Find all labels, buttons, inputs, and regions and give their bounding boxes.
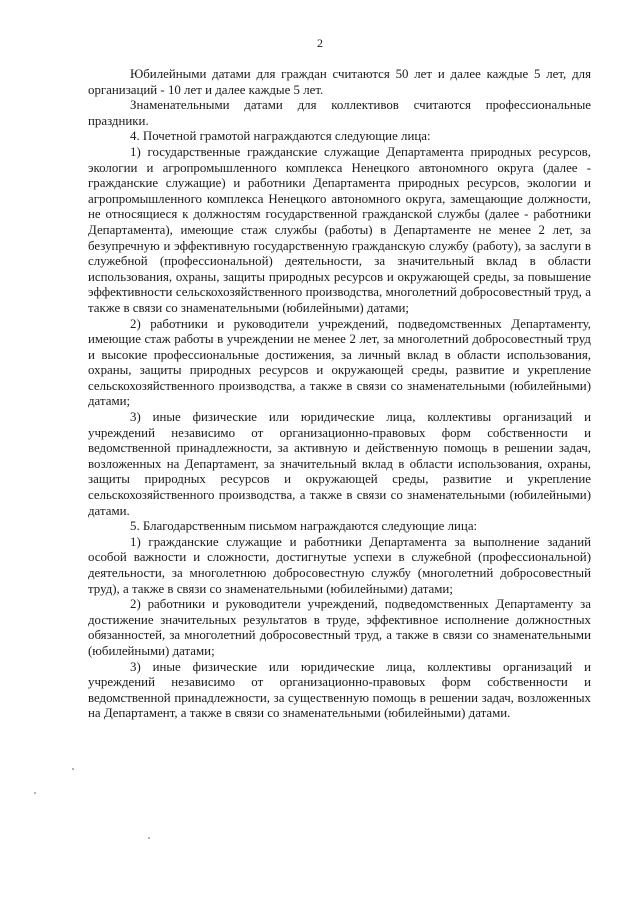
scan-speck [148, 837, 150, 839]
document-body [88, 67, 591, 722]
section-4-item-2: 2) работники и руководители учреждений, подведомственных Департаменту, имеющие стаж работы в учреждении не менее 2 лет, за многолетний добросовестный труд и высокие профессиональные достижения, за личный вклад в области использования, охраны, защиты природных ресурсов и окружающей среды, развитие и укрепление сельскохозяйственного производства, а также в связи со знаменательными (юбилейными) датами; [88, 316, 591, 409]
section-4-item-1: 1) государственные гражданские служащие Департамента природных ресурсов, экологии и агропромышленного комплекса Ненецкого автономного округа (далее - гражданские служащие) и работники Департамента природных ресурсов, экологии и агропромышленного комплекса Ненецкого автономного округа, замещающие должности, не относящиеся к должностям государственной гражданской службы (далее - работники Департамента), имеющие стаж службы (работы) в Департаменте не менее 2 лет, за безупречную и эффективную государственную гражданскую службу (работу), за заслуги в служебной (профессиональной) деятельности, за значительный вклад в области использования, охраны, защиты природных ресурсов и окружающей среды, за повышение эффективности сельскохозяйственного производства, многолетний добросовестный труд, а также в связи со знаменательными (юбилейными) датами; [88, 144, 591, 315]
paragraph-anniversary-dates: Юбилейными датами для граждан считаются 50 лет и далее каждые 5 лет, для организаций - 10 лет и далее каждые 5 лет. [88, 67, 591, 97]
section-4-heading: 4. Почетной грамотой награждаются следующие лица: [130, 129, 431, 144]
page-number: 2 [317, 36, 323, 50]
section-5-item-2: 2) работники и руководители учреждений, подведомственных Департаменту за достижение значительных результатов в труде, эффективное исполнение должностных обязанностей, за многолетний добросовестный труд, а также в связи со знаменательными (юбилейными) датами; [88, 597, 591, 658]
section-4-item-3: 3) иные физические или юридические лица, коллективы организаций и учреждений независимо от организационно-правовых форм собственности и ведомственной принадлежности, за активную и действенную помощь в решении задач, возложенных на Департамент, за значительный вклад в области использования, охраны, защиты природных ресурсов и окружающей среды, развитие и укрепление сельскохозяйственного производства, а также в связи со знаменательными (юбилейными) датами. [88, 410, 591, 518]
paragraph-memorable-dates: Знаменательными датами для коллективов считаются профессиональные праздники. [88, 98, 591, 128]
section-5-item-1: 1) гражданские служащие и работники Департамента за выполнение заданий особой важности и сложности, достигнутые успехи в служебной (профессиональной) деятельности, за многолетнюю добросовестную службу (многолетний добросовестный труд), а также в связи со знаменательными (юбилейными) датами; [88, 534, 591, 596]
scan-speck [72, 768, 74, 770]
section-5-heading: 5. Благодарственным письмом награждаются следующие лица: [130, 519, 478, 534]
scan-speck [34, 792, 36, 794]
section-5-item-3: 3) иные физические или юридические лица, коллективы организаций и учреждений независимо от организационно-правовых форм собственности и ведомственной принадлежности, за существенную помощь в решении задач, возложенных на Департамент, а также в связи со знаменательными (юбилейными) датами. [88, 659, 591, 721]
